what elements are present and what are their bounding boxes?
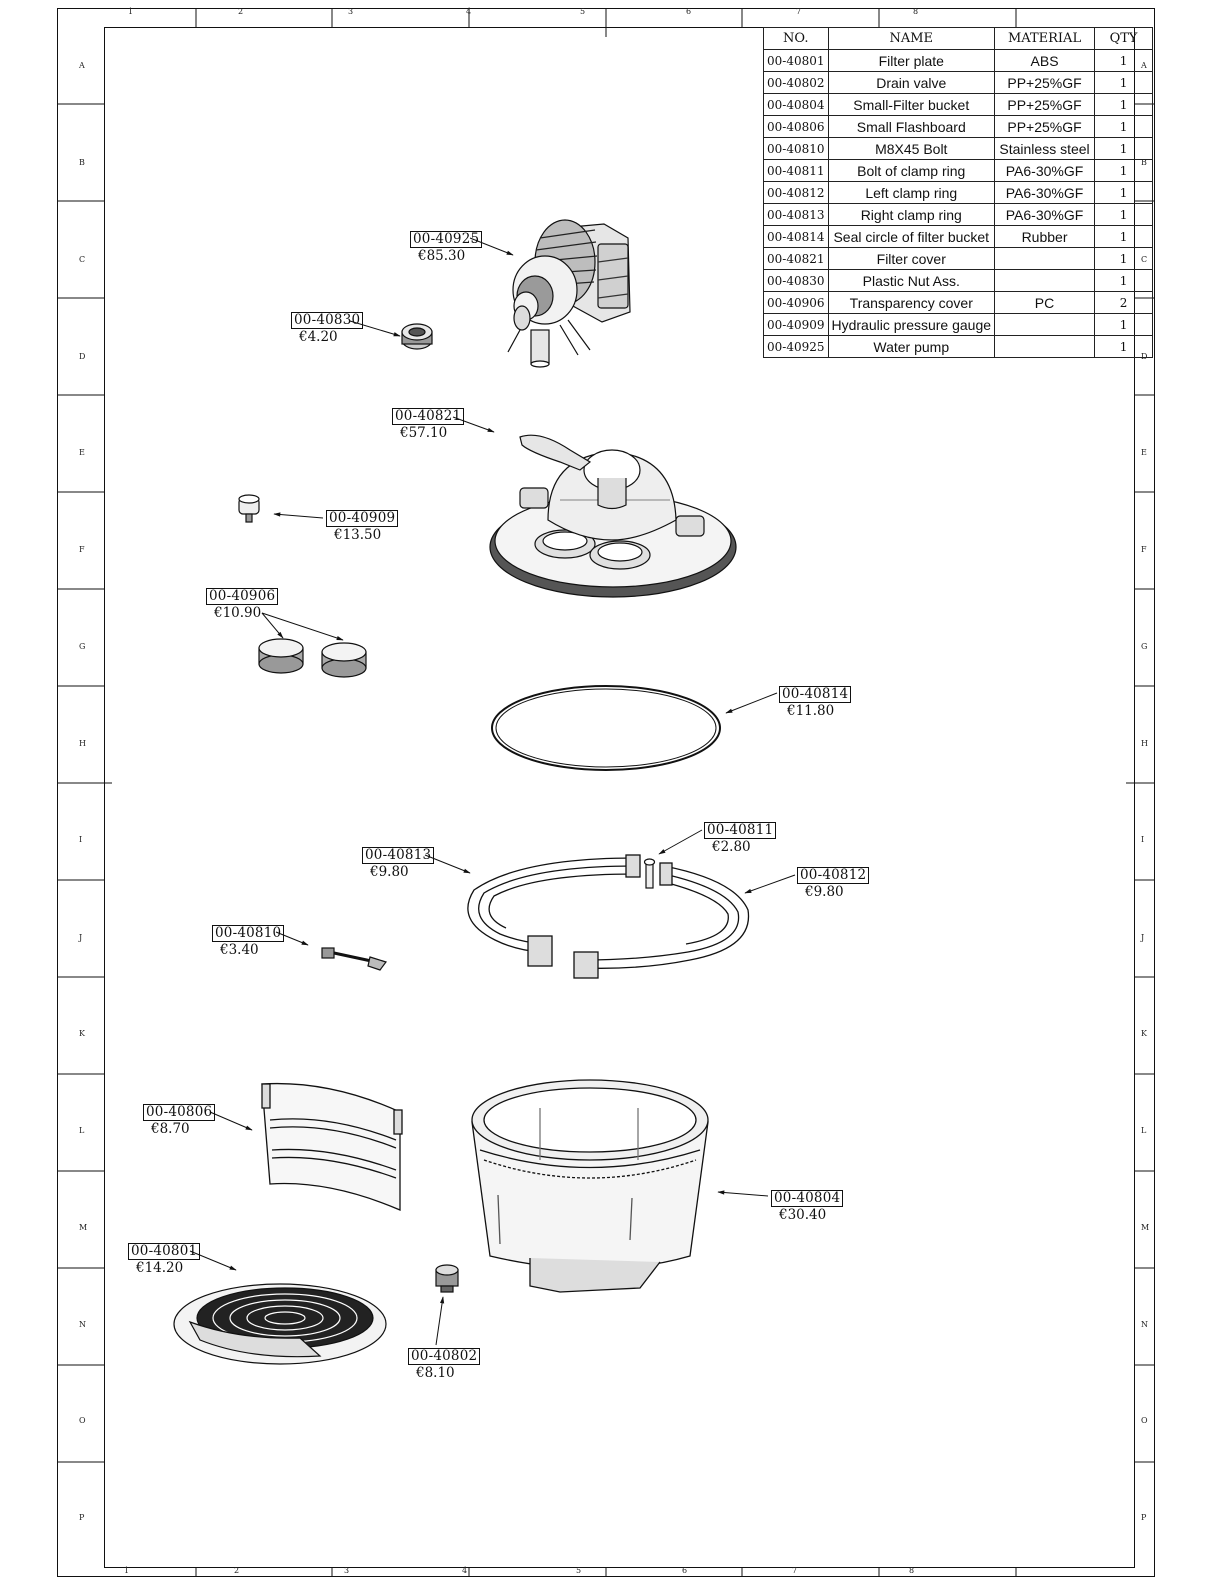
part-price: €4.20 xyxy=(299,329,338,345)
header-qty: QTY xyxy=(1095,28,1153,50)
plastic-nut-drawing xyxy=(402,324,432,349)
callout-drain-valve xyxy=(408,1348,480,1381)
grid-row-label-left: I xyxy=(79,835,83,844)
part-name: Transparency cover xyxy=(828,292,995,314)
part-price: €85.30 xyxy=(418,248,466,264)
part-price: €3.40 xyxy=(220,942,259,958)
grid-column-label-bottom: 3 xyxy=(344,1566,350,1575)
part-price: €8.70 xyxy=(151,1121,190,1137)
flashboard-drawing xyxy=(262,1084,402,1210)
part-name: Small Flashboard xyxy=(828,116,995,138)
callout-pressure-gauge xyxy=(326,510,398,543)
part-qty: 1 xyxy=(1095,336,1153,358)
part-price: €9.80 xyxy=(370,864,409,880)
grid-row-label-right: M xyxy=(1141,1223,1150,1232)
part-name: Plastic Nut Ass. xyxy=(828,270,995,292)
part-code: 00-40810 xyxy=(212,925,284,942)
transparency-cover-drawing-1 xyxy=(259,639,303,673)
part-material: PC xyxy=(995,292,1095,314)
part-name: Small-Filter bucket xyxy=(828,94,995,116)
part-no: 00-40925 xyxy=(764,336,829,358)
part-code: 00-40813 xyxy=(362,847,434,864)
part-name: M8X45 Bolt xyxy=(828,138,995,160)
m8x45-bolt-drawing xyxy=(322,948,386,970)
grid-column-label-top: 4 xyxy=(466,7,472,16)
grid-row-label-right: E xyxy=(1141,448,1147,457)
grid-column-label-top: 3 xyxy=(348,7,354,16)
grid-row-label-left: D xyxy=(79,352,86,361)
part-material: PA6-30%GF xyxy=(995,204,1095,226)
part-name: Filter plate xyxy=(828,50,995,72)
part-qty: 1 xyxy=(1095,182,1153,204)
part-name: Left clamp ring xyxy=(828,182,995,204)
callout-transparency-cover xyxy=(206,588,278,621)
grid-row-label-right: O xyxy=(1141,1416,1148,1425)
part-price: €14.20 xyxy=(136,1260,184,1276)
part-code: 00-40906 xyxy=(206,588,278,605)
grid-row-label-left: A xyxy=(79,61,85,70)
part-code: 00-40804 xyxy=(771,1190,843,1207)
part-price: €9.80 xyxy=(805,884,844,900)
grid-row-label-left: M xyxy=(79,1223,88,1232)
header-material: MATERIAL xyxy=(995,28,1095,50)
grid-column-label-bottom: 7 xyxy=(792,1566,798,1575)
part-material: Rubber xyxy=(995,226,1095,248)
part-no: 00-40813 xyxy=(764,204,829,226)
callout-flashboard xyxy=(143,1104,215,1137)
part-qty: 1 xyxy=(1095,116,1153,138)
part-material: PP+25%GF xyxy=(995,116,1095,138)
water-pump-drawing xyxy=(508,220,630,367)
part-material: PP+25%GF xyxy=(995,72,1095,94)
part-material: Stainless steel xyxy=(995,138,1095,160)
part-code: 00-40802 xyxy=(408,1348,480,1365)
callout-m8x45-bolt xyxy=(212,925,284,958)
pressure-gauge-drawing xyxy=(239,495,259,522)
part-name: Drain valve xyxy=(828,72,995,94)
transparency-cover-drawing-2 xyxy=(322,643,366,677)
grid-row-label-left: P xyxy=(79,1513,85,1522)
grid-column-label-top: 7 xyxy=(796,7,802,16)
callout-filter-plate xyxy=(128,1243,200,1276)
callout-seal-ring xyxy=(779,686,851,719)
part-no: 00-40812 xyxy=(764,182,829,204)
grid-row-label-left: J xyxy=(79,933,83,942)
part-code: 00-40812 xyxy=(797,867,869,884)
part-qty: 1 xyxy=(1095,226,1153,248)
callout-filter-bucket xyxy=(771,1190,843,1223)
callout-left-clamp-ring xyxy=(797,867,869,900)
grid-row-label-left: E xyxy=(79,448,85,457)
callout-right-clamp-ring xyxy=(362,847,434,880)
grid-column-label-top: 5 xyxy=(580,7,586,16)
grid-row-label-right: I xyxy=(1141,835,1145,844)
grid-row-label-left: G xyxy=(79,642,86,651)
part-name: Bolt of clamp ring xyxy=(828,160,995,182)
part-name: Filter cover xyxy=(828,248,995,270)
part-code: 00-40909 xyxy=(326,510,398,527)
grid-column-label-top: 6 xyxy=(686,7,692,16)
part-code: 00-40830 xyxy=(291,312,363,329)
grid-column-label-bottom: 2 xyxy=(234,1566,240,1575)
part-no: 00-40811 xyxy=(764,160,829,182)
grid-row-label-left: O xyxy=(79,1416,86,1425)
callout-plastic-nut xyxy=(291,312,363,345)
grid-column-label-bottom: 8 xyxy=(909,1566,915,1575)
grid-column-label-bottom: 5 xyxy=(576,1566,582,1575)
callout-filter-cover xyxy=(392,408,464,441)
part-qty: 1 xyxy=(1095,72,1153,94)
part-name: Seal circle of filter bucket xyxy=(828,226,995,248)
grid-row-label-left: N xyxy=(79,1320,86,1329)
part-qty: 1 xyxy=(1095,138,1153,160)
filter-plate-drawing xyxy=(174,1284,386,1364)
part-code: 00-40821 xyxy=(392,408,464,425)
part-code: 00-40814 xyxy=(779,686,851,703)
part-price: €57.10 xyxy=(400,425,448,441)
callout-clamp-bolt xyxy=(704,822,776,855)
part-qty: 1 xyxy=(1095,314,1153,336)
grid-row-label-right: A xyxy=(1141,61,1147,70)
grid-row-label-right: C xyxy=(1141,255,1148,264)
part-qty: 2 xyxy=(1095,292,1153,314)
seal-ring-drawing xyxy=(492,686,720,770)
part-no: 00-40906 xyxy=(764,292,829,314)
part-no: 00-40802 xyxy=(764,72,829,94)
part-price: €2.80 xyxy=(712,839,751,855)
drain-valve-drawing xyxy=(436,1265,458,1292)
part-qty: 1 xyxy=(1095,160,1153,182)
part-name: Water pump xyxy=(828,336,995,358)
grid-row-label-right: G xyxy=(1141,642,1148,651)
grid-row-label-left: C xyxy=(79,255,86,264)
grid-row-label-left: B xyxy=(79,158,85,167)
part-no: 00-40806 xyxy=(764,116,829,138)
part-no: 00-40909 xyxy=(764,314,829,336)
grid-row-label-left: L xyxy=(79,1126,85,1135)
filter-cover-drawing xyxy=(490,435,736,597)
part-price: €8.10 xyxy=(416,1365,455,1381)
grid-row-label-right: H xyxy=(1141,739,1148,748)
grid-column-label-bottom: 1 xyxy=(124,1566,130,1575)
grid-column-label-top: 8 xyxy=(913,7,919,16)
filter-bucket-drawing xyxy=(472,1080,708,1292)
part-name: Right clamp ring xyxy=(828,204,995,226)
grid-row-label-right: P xyxy=(1141,1513,1147,1522)
part-price: €10.90 xyxy=(214,605,262,621)
header-no: NO. xyxy=(764,28,829,50)
grid-row-label-right: L xyxy=(1141,1126,1147,1135)
grid-column-label-top: 2 xyxy=(238,7,244,16)
grid-row-label-left: F xyxy=(79,545,85,554)
part-qty: 1 xyxy=(1095,94,1153,116)
callout-water-pump xyxy=(410,231,482,264)
part-code: 00-40806 xyxy=(143,1104,215,1121)
part-price: €11.80 xyxy=(787,703,835,719)
grid-row-label-right: K xyxy=(1141,1029,1147,1038)
part-no: 00-40814 xyxy=(764,226,829,248)
part-code: 00-40801 xyxy=(128,1243,200,1260)
grid-row-label-left: H xyxy=(79,739,86,748)
grid-column-label-bottom: 4 xyxy=(462,1566,468,1575)
part-material: PA6-30%GF xyxy=(995,182,1095,204)
part-qty: 1 xyxy=(1095,270,1153,292)
grid-row-label-right: B xyxy=(1141,158,1147,167)
part-price: €30.40 xyxy=(779,1207,827,1223)
grid-row-label-right: D xyxy=(1141,352,1148,361)
part-material: PP+25%GF xyxy=(995,94,1095,116)
part-code: 00-40925 xyxy=(410,231,482,248)
part-no: 00-40821 xyxy=(764,248,829,270)
part-price: €13.50 xyxy=(334,527,382,543)
part-material: PA6-30%GF xyxy=(995,160,1095,182)
part-name: Hydraulic pressure gauge xyxy=(828,314,995,336)
grid-column-label-top: 1 xyxy=(128,7,134,16)
part-no: 00-40810 xyxy=(764,138,829,160)
grid-row-label-right: J xyxy=(1141,933,1145,942)
clamp-rings-drawing xyxy=(468,855,749,978)
clamp-bolt-drawing xyxy=(645,859,655,888)
part-qty: 1 xyxy=(1095,248,1153,270)
part-no: 00-40804 xyxy=(764,94,829,116)
part-no: 00-40830 xyxy=(764,270,829,292)
part-no: 00-40801 xyxy=(764,50,829,72)
part-qty: 1 xyxy=(1095,204,1153,226)
grid-column-label-bottom: 6 xyxy=(682,1566,688,1575)
part-qty: 1 xyxy=(1095,50,1153,72)
grid-row-label-right: N xyxy=(1141,1320,1148,1329)
grid-row-label-left: K xyxy=(79,1029,85,1038)
header-name: NAME xyxy=(828,28,995,50)
part-code: 00-40811 xyxy=(704,822,776,839)
grid-row-label-right: F xyxy=(1141,545,1147,554)
part-material: ABS xyxy=(995,50,1095,72)
